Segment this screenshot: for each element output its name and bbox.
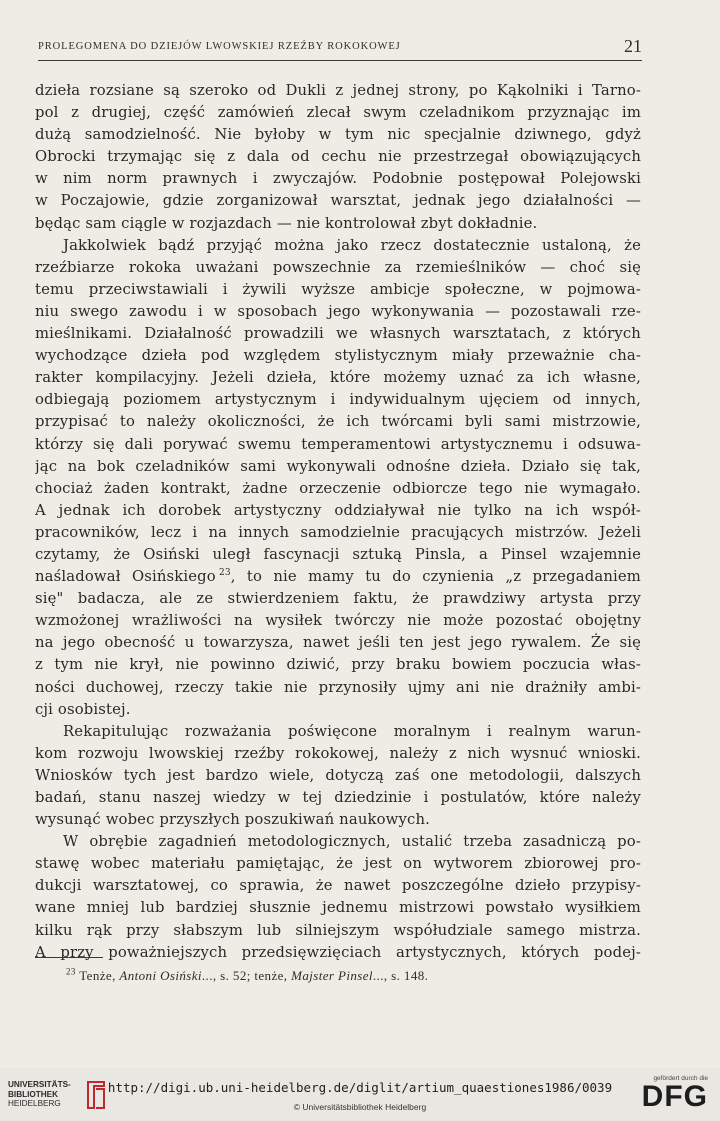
text-line: kom rozwoju lwowskiej rzeźby rokokowej, należy z nich wysnuć wnioski.: [35, 744, 641, 762]
footnote-prefix: Tenże,: [79, 968, 116, 983]
text-line: wane mniej lub bardziej słusznie jednemu mistrzowi powstało wysiłkiem: [35, 899, 641, 917]
text-line: cji osobistej.: [35, 700, 131, 718]
viewer-footer: [0, 1068, 720, 1121]
footnote-rule: [35, 957, 103, 958]
text-line: rzeźbiarze rokoka uważani powszechnie za rzemieślników — choć się: [35, 258, 641, 276]
text-line: z tym nie krył, nie powinno dziwić, przy braku bowiem poczucia włas-: [35, 656, 641, 674]
dfg-logo[interactable]: DFG: [641, 1080, 708, 1113]
text-line: A jednak ich dorobek artystyczny oddziaływał nie tylko na ich współ-: [35, 501, 641, 519]
running-head: [38, 36, 642, 62]
body-text: [35, 80, 641, 964]
text-line: dużą samodzielność. Nie byłoby w tym nic specjalnie dziwnego, gdyż: [35, 126, 641, 144]
footnote-suffix: ..., s. 148.: [372, 968, 429, 983]
logo-line-3: HEIDELBERG: [8, 1099, 61, 1109]
copyright-notice: © Universitätsbibliothek Heidelberg: [293, 1102, 427, 1112]
text-line: odbiegają poziomem artystycznym i indywidualnym ujęciem od innych,: [35, 391, 641, 409]
footnote-mid: ..., s. 52; tenże,: [201, 968, 288, 983]
text-line: będąc sam ciągle w rozjazdach — nie kontrolował zbyt dokładnie.: [35, 214, 538, 232]
text-line: przypisać to należy okoliczności, że ich twórcami byli sami mistrzowie,: [35, 413, 641, 431]
text-line: niu swego zawodu i w sposobach jego wykonywania — pozostawali rze-: [35, 302, 641, 320]
text-line: stawę wobec materiału pamiętając, że jest on wytworem zbiorowej pro-: [35, 855, 641, 873]
text-line: temu przeciwstawiali i żywili wyższe ambicje społeczne, w pojmowa-: [35, 280, 641, 298]
footnote-title-2: Majster Pinsel: [291, 968, 373, 983]
text-line: kilku rąk przy słabszym lub silniejszym współudziale samego mistrza.: [35, 921, 641, 939]
text-line: badań, stanu naszej wiedzy w tej dziedzinie i postulatów, które należy: [35, 789, 641, 806]
text-line: pracowników, lecz i na innych samodzielnie pracujących mistrzów. Jeżeli: [35, 523, 641, 541]
funder-block: [632, 1075, 708, 1112]
logo-line-2: BIBLIOTHEK: [8, 1089, 59, 1099]
text-line: Wniosków tych jest bardzo wiele, dotyczą zaś one metodologii, dalszych: [35, 766, 641, 784]
text-line: A przy poważniejszych przedsięwzięciach artystycznych, których podej-: [35, 943, 641, 961]
text-line: Rekapitulując rozważania poświęcone moralnym i realnym warun-: [63, 722, 641, 740]
text-line: się" badacza, ale ze stwierdzeniem faktu, że prawdziwy artysta przy: [35, 590, 641, 608]
permalink-url[interactable]: http://digi.ub.uni-heidelberg.de/diglit/artium_quaestiones1986/0039: [107, 1080, 613, 1095]
funded-by-label: gefördert durch die: [653, 1075, 708, 1082]
text-line: wysunąć wobec przyszłych poszukiwań naukowych.: [35, 811, 430, 829]
text-line: na jego obecność u towarzysza, nawet jeśli ten jest jego rywalem. Że się: [35, 634, 641, 652]
footnote-number: 23: [66, 966, 76, 977]
text-line: chociaż żaden kontrakt, żadne orzeczenie odbiorcze tego nie wymagało.: [35, 479, 641, 497]
page-number: 21: [624, 36, 642, 56]
text-line: jąc na bok czeladników sami wykonywali odnośne dzieła. Działo się tak,: [35, 457, 641, 475]
text-line: w Poczajowie, gdzie zorganizował warsztat, jednak jego działalności —: [35, 192, 641, 210]
running-head-title: PROLEGOMENA DO DZIEJÓW LWOWSKIEJ RZEŹBY ROKOKOWEJ: [38, 41, 401, 52]
text-line: wzmożonej wrażliwości na wysiłek twórczy nie może pozostać obojętny: [35, 612, 641, 630]
text-line: wychodzące dzieła pod względem stylistycznym miały przeważnie cha-: [35, 347, 641, 365]
text-line: dukcji warsztatowej, co sprawia, że nawet poszczególne dzieło przypisy-: [35, 877, 641, 895]
text-line: którzy się dali porywać swemu temperamentowi artystycznemu i odsuwa-: [35, 435, 641, 453]
text-line: pol z drugiej, część zamówień zlecał swym czeladnikom przyznając im: [35, 104, 641, 122]
text-line: Obrocki trzymając się z dala od cechu nie przestrzegał obowiązujących: [35, 148, 641, 166]
footnote: [66, 968, 626, 984]
footnote-reference: 23: [218, 568, 231, 579]
text-line: dzieła rozsiane są szeroko od Dukli z jednej strony, po Kąkolniki i Tarno-: [35, 82, 641, 99]
text-line-end: , to nie mamy tu do czynienia „z przegadaniem: [230, 568, 641, 586]
text-line: rakter kompilacyjny. Jeżeli dzieła, które możemy uznać za ich własne,: [35, 369, 641, 387]
text-line: w nim norm prawnych i zwyczajów. Podobnie postępował Polejowski: [35, 170, 641, 188]
text-line: ności duchowej, rzeczy takie nie przynosiły ujmy ani nie drażniły ambi-: [35, 678, 641, 696]
text-line: mieślnikami. Działalność prowadzili we własnych warsztatach, z których: [35, 325, 641, 343]
header-rule: [38, 60, 642, 61]
logo-line-1: UNIVERSITÄTS-: [8, 1080, 71, 1089]
text-line: czytamy, że Osiński uległ fascynacji sztuką Pinsla, a Pinsel wzajemnie: [35, 545, 641, 563]
footnote-title-1: Antoni Osiński: [119, 968, 202, 983]
text-line-with-footnote-ref: [35, 566, 641, 588]
text-line: W obrębie zagadnień metodologicznych, ustalić trzeba zasadniczą po-: [63, 833, 641, 851]
text-line: Jakkolwiek bądź przyjąć można jako rzecz dostatecznie ustaloną, że: [63, 236, 641, 254]
text-line-start: naśladował Osińskiego: [35, 568, 216, 586]
